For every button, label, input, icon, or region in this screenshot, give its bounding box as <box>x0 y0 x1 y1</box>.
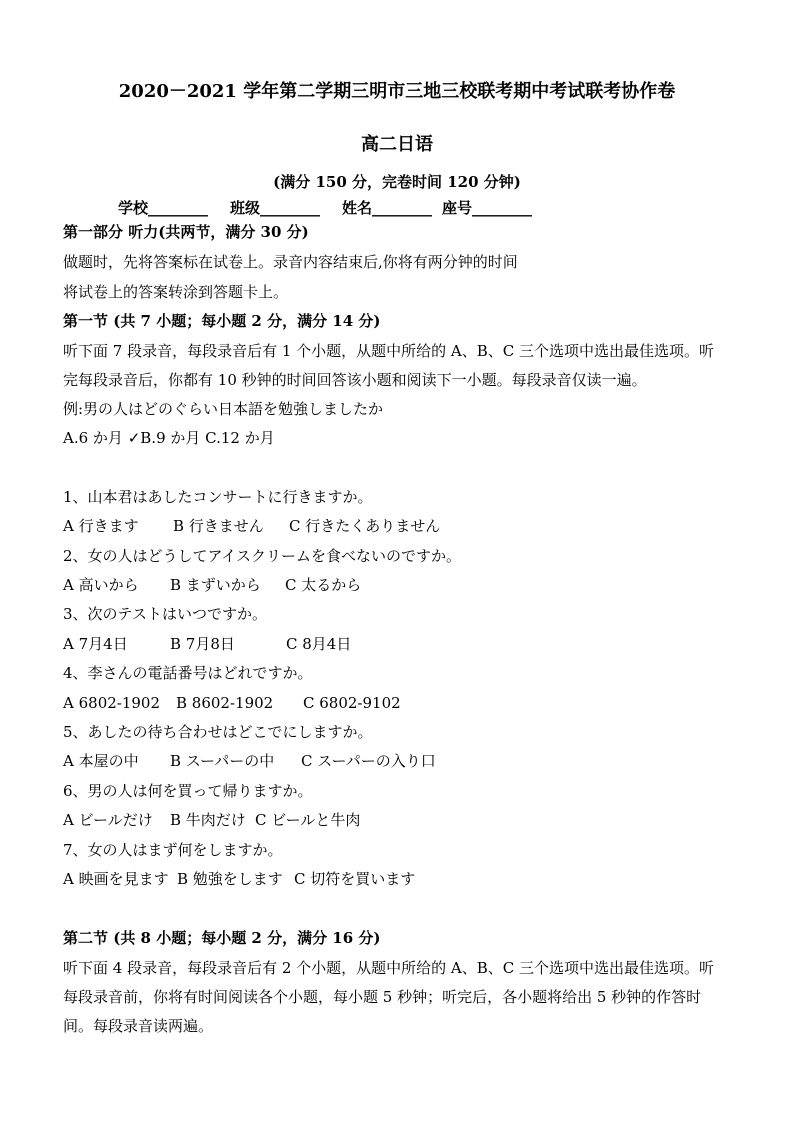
section2-instruction-1: 听下面 4 段录音，每段录音后有 2 个小题，从题中所给的 A、B、C 三个选项中选出最佳选项。听 <box>63 959 715 977</box>
option-c: C 行きたくありません <box>289 517 441 535</box>
school-field: 学校________ <box>118 199 209 217</box>
example-question: 例:男の人はどのぐらい日本語を勉強しましたか <box>63 400 384 418</box>
part1-instruction-1: 做题时，先将答案标在试卷上。录音内容结束后,你将有两分钟的时间 <box>63 253 518 271</box>
option-b: B まずいから <box>170 576 261 594</box>
section1-instruction-1: 听下面 7 段录音，每段录音后有 1 个小题，从题中所给的 A、B、C 三个选项中选出最佳选项。听 <box>63 342 715 360</box>
score-info: (满分 150 分，完卷时间 120 分钟) <box>273 173 521 191</box>
seat-number-field: 座号________ <box>442 199 533 217</box>
question-6: 6、男の人は何を買って帰りますか。 <box>63 782 313 800</box>
option-b: B 勉強をします <box>177 870 283 888</box>
checkmark-icon: ✓ <box>127 429 141 447</box>
example-option-b: B.9 か月 <box>140 429 201 447</box>
question-4-options <box>63 693 401 713</box>
example-option-c: C.12 か月 <box>205 429 275 447</box>
part1-instruction-2: 将试卷上的答案转涂到答题卡上。 <box>63 283 289 301</box>
subject-title: 高二日语 <box>361 134 433 155</box>
question-5: 5、あしたの待ち合わせはどこでにしますか。 <box>63 723 373 741</box>
question-1: 1、山本君はあしたコンサートに行きますか。 <box>63 488 373 506</box>
option-a: A 7月4日 <box>63 635 128 653</box>
section2-instruction-2: 每段录音前，你将有时间阅读各个小题，每小题 5 秒钟；听完后，各小题将给出 5 秒钟的作答时 <box>63 988 702 1006</box>
option-c: C 6802-9102 <box>303 694 401 712</box>
option-c: C 太るから <box>285 576 362 594</box>
option-b: B 7月8日 <box>170 635 235 653</box>
question-3-options <box>63 634 351 654</box>
section2-heading: 第二节 (共 8 小题；每小题 2 分，满分 16 分) <box>63 929 381 947</box>
option-a: A 本屋の中 <box>63 752 139 770</box>
option-c: C スーパーの入り口 <box>301 752 436 770</box>
example-option-a: A.6 か月 <box>63 429 123 447</box>
section1-instruction-2: 完每段录音后，你都有 10 秒钟的时间回答该小题和阅读下一小题。每段录音仅读一遍。 <box>63 371 647 389</box>
option-b: B スーパーの中 <box>170 752 275 770</box>
section1-heading: 第一节 (共 7 小题；每小题 2 分，满分 14 分) <box>63 312 381 330</box>
option-a: A 6802-1902 <box>63 694 161 712</box>
option-b: B 行きません <box>173 517 264 535</box>
option-b: B 8602-1902 <box>176 694 274 712</box>
question-7: 7、女の人はまず何をしますか。 <box>63 841 283 859</box>
option-b: B 牛肉だけ <box>170 811 246 829</box>
question-6-options <box>63 810 360 830</box>
option-c: C 8月4日 <box>286 635 352 653</box>
option-a: A 行きます <box>63 517 139 535</box>
question-4: 4、李さんの電話番号はどれですか。 <box>63 664 313 682</box>
section2-instruction-3: 间。每段录音读两遍。 <box>63 1017 214 1035</box>
option-a: A 高いから <box>63 576 139 594</box>
class-field: 班级________ <box>230 199 321 217</box>
example-options <box>63 428 275 448</box>
exam-title: 2020－2021 学年第二学期三明市三地三校联考期中考试联考协作卷 <box>118 81 676 102</box>
question-2-options <box>63 575 361 595</box>
question-1-options <box>63 516 440 536</box>
part1-heading: 第一部分 听力(共两节，满分 30 分) <box>63 223 309 241</box>
student-info-fields <box>118 198 532 218</box>
option-a: A ビールだけ <box>63 811 153 829</box>
name-field: 姓名________ <box>342 199 433 217</box>
question-2: 2、女の人はどうしてアイスクリームを食べないのですか。 <box>63 547 462 565</box>
option-a: A 映画を見ます <box>63 870 169 888</box>
option-c: C 切符を買います <box>294 870 416 888</box>
question-5-options <box>63 751 436 771</box>
question-7-options <box>63 869 415 889</box>
option-c: C ビールと牛肉 <box>255 811 361 829</box>
question-3: 3、次のテストはいつですか。 <box>63 605 267 623</box>
